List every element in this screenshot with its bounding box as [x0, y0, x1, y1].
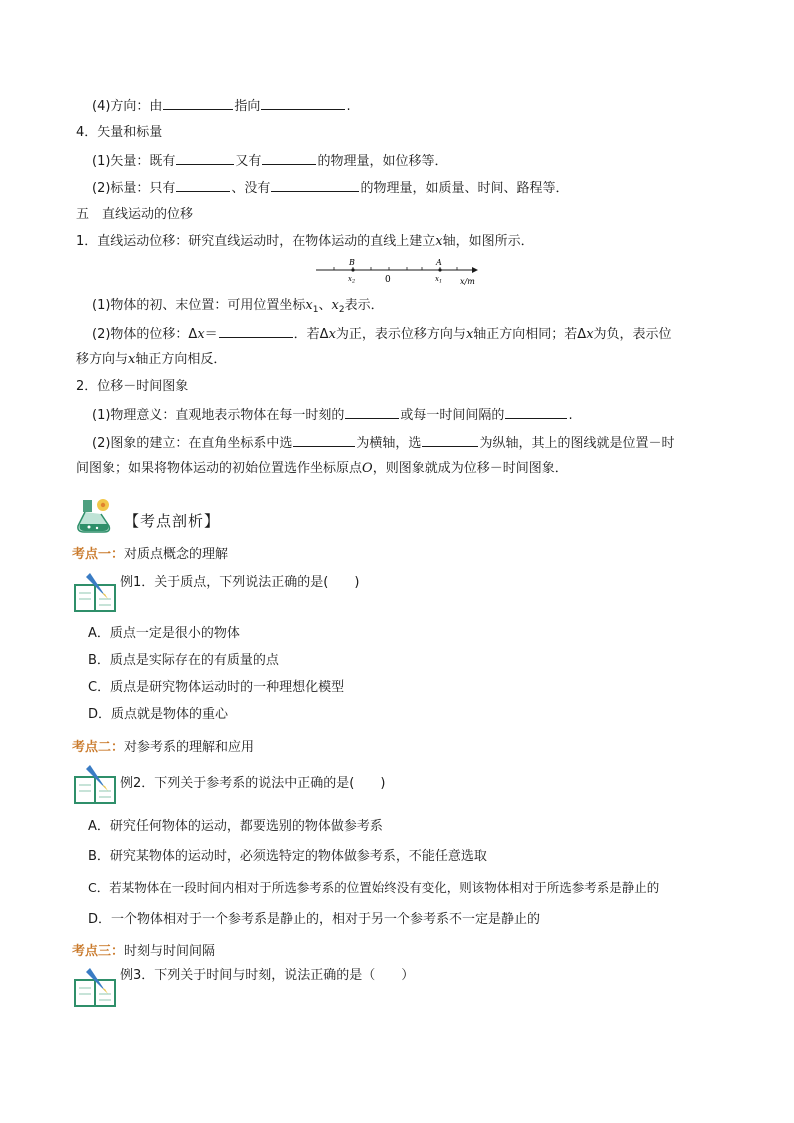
- example-1-option-c: C．质点是研究物体运动时的一种理想化模型: [88, 680, 345, 695]
- label-origin: 0: [385, 275, 391, 285]
- blank: [262, 151, 316, 165]
- blank: [345, 405, 399, 419]
- blank: [422, 433, 478, 447]
- label-x2: $x_2$: [348, 275, 356, 285]
- section-title-xt-graph: 2．位移－时间图象: [76, 379, 189, 394]
- label-x1: $x_1$: [435, 275, 443, 285]
- text: ＝: [204, 327, 218, 342]
- example-2-option-b: B．研究某物体的运动时，必须选特定的物体做参考系，不能任意选取: [88, 849, 487, 864]
- vector-line: [92, 151, 447, 171]
- text: 又有: [235, 154, 262, 169]
- flask-icon: [72, 496, 118, 536]
- scalar-line: [92, 178, 568, 198]
- subscript: 1: [312, 305, 319, 315]
- blank: [163, 96, 233, 110]
- blank: [293, 433, 355, 447]
- keypoint-label: 考点一：: [72, 547, 125, 562]
- direction-line: [92, 96, 351, 116]
- example-1-option-b: B．质点是实际存在的有质量的点: [88, 653, 279, 668]
- var-x: x: [305, 298, 313, 313]
- displacement-line-cont: [76, 351, 226, 369]
- displacement-line: [92, 324, 672, 344]
- text: (4)方向：由: [92, 99, 163, 114]
- var-x: x: [128, 352, 136, 367]
- text: ．若Δ: [293, 327, 329, 342]
- text: (1)矢量：既有: [92, 154, 176, 169]
- blank: [176, 178, 230, 192]
- text: (2)物体的位移：Δ: [92, 327, 198, 342]
- analysis-heading: 【考点剖析】: [124, 512, 221, 530]
- text: 、没有: [231, 181, 271, 196]
- text: 为正，表示位移方向与: [335, 327, 466, 342]
- point-a: [438, 268, 441, 271]
- keypoint-label: 考点二：: [72, 740, 125, 755]
- construction-line: [92, 433, 674, 453]
- example-1-option-a: A．质点一定是很小的物体: [88, 626, 240, 641]
- example-3-question: 例3．下列关于时间与时刻，说法正确的是（ ）: [120, 968, 415, 983]
- text: 为负，表示位: [593, 327, 672, 342]
- var-x: x: [331, 298, 339, 313]
- number-line-figure: [312, 254, 482, 288]
- axis-arrow: [472, 267, 478, 273]
- var-x: x: [435, 234, 443, 249]
- keypoint-text: 对质点概念的理解: [124, 547, 229, 562]
- text: 、: [318, 298, 332, 313]
- keypoint-1: [72, 546, 228, 564]
- section-title-displacement: 五 直线运动的位移: [76, 207, 194, 222]
- keypoint-2: [72, 739, 254, 757]
- label-unit: x/m: [460, 277, 475, 286]
- subscript: 2: [338, 305, 345, 315]
- blank: [505, 405, 567, 419]
- displacement-intro: [76, 233, 534, 251]
- example-1-question: 例1．关于质点，下列说法正确的是( ): [120, 575, 360, 590]
- var-x: x: [586, 327, 594, 342]
- text: 间图象；如果将物体运动的初始位置选作坐标原点: [76, 461, 363, 476]
- example-2-option-c: C．若某物体在一段时间内相对于所选参考系的位置始终没有变化，则该物体相对于所选参考系是静止的: [88, 880, 660, 895]
- point-b: [351, 268, 354, 271]
- text: 或每一时间间隔的: [400, 408, 505, 423]
- label-b: B: [349, 258, 355, 267]
- example-2-option-a: A．研究任何物体的运动，都要选别的物体做参考系: [88, 819, 383, 834]
- example-2-option-d: D．一个物体相对于一个参考系是静止的，相对于另一个参考系不一定是静止的: [88, 912, 541, 927]
- keypoint-text: 对参考系的理解和应用: [124, 740, 255, 755]
- position-line: [92, 297, 384, 319]
- var-x: x: [328, 327, 336, 342]
- text: (1)物理意义：直观地表示物体在每一时刻的: [92, 408, 345, 423]
- text: 1．直线运动位移：研究直线运动时，在物体运动的直线上建立: [76, 234, 436, 249]
- example-2-question: 例2．下列关于参考系的说法中正确的是( ): [120, 776, 386, 791]
- text: 移方向与: [76, 352, 129, 367]
- book-pencil-icon: [72, 966, 120, 1008]
- text: 的物理量，如位移等．: [317, 154, 448, 169]
- text: (1)物体的初、末位置：可用位置坐标: [92, 298, 306, 313]
- text: 的物理量，如质量、时间、路程等．: [360, 181, 569, 196]
- keypoint-text: 时刻与时间间隔: [124, 944, 216, 959]
- book-pencil-icon: [72, 763, 120, 805]
- text: .: [346, 99, 351, 114]
- text: (2)图象的建立：在直角坐标系中选: [92, 436, 293, 451]
- var-x: x: [465, 327, 474, 342]
- text: 轴，如图所示．: [442, 234, 534, 249]
- text: 表示．: [344, 298, 384, 313]
- blank: [219, 324, 293, 338]
- keypoint-3: [72, 943, 215, 961]
- text: 为纵轴，其上的图线就是位置－时: [479, 436, 675, 451]
- var-x: x: [197, 327, 205, 342]
- text: 指向: [234, 99, 261, 114]
- keypoint-label: 考点三：: [72, 944, 125, 959]
- example-1-option-d: D．质点就是物体的重心: [88, 707, 229, 722]
- text: 轴正方向相同；若Δ: [473, 327, 587, 342]
- construction-line-cont: [76, 460, 568, 478]
- section-title-vector-scalar: 4．矢量和标量: [76, 125, 163, 140]
- text: ，则图象就成为位移－时间图象．: [372, 461, 568, 476]
- book-pencil-icon: [72, 571, 120, 613]
- label-a: A: [436, 258, 442, 267]
- text: (2)标量：只有: [92, 181, 176, 196]
- meaning-line: [92, 405, 573, 425]
- text: 为横轴，选: [356, 436, 422, 451]
- var-o: O: [362, 461, 373, 476]
- blank: [176, 151, 234, 165]
- text: 轴正方向相反．: [135, 352, 227, 367]
- blank: [261, 96, 345, 110]
- blank: [271, 178, 359, 192]
- text: .: [568, 408, 573, 423]
